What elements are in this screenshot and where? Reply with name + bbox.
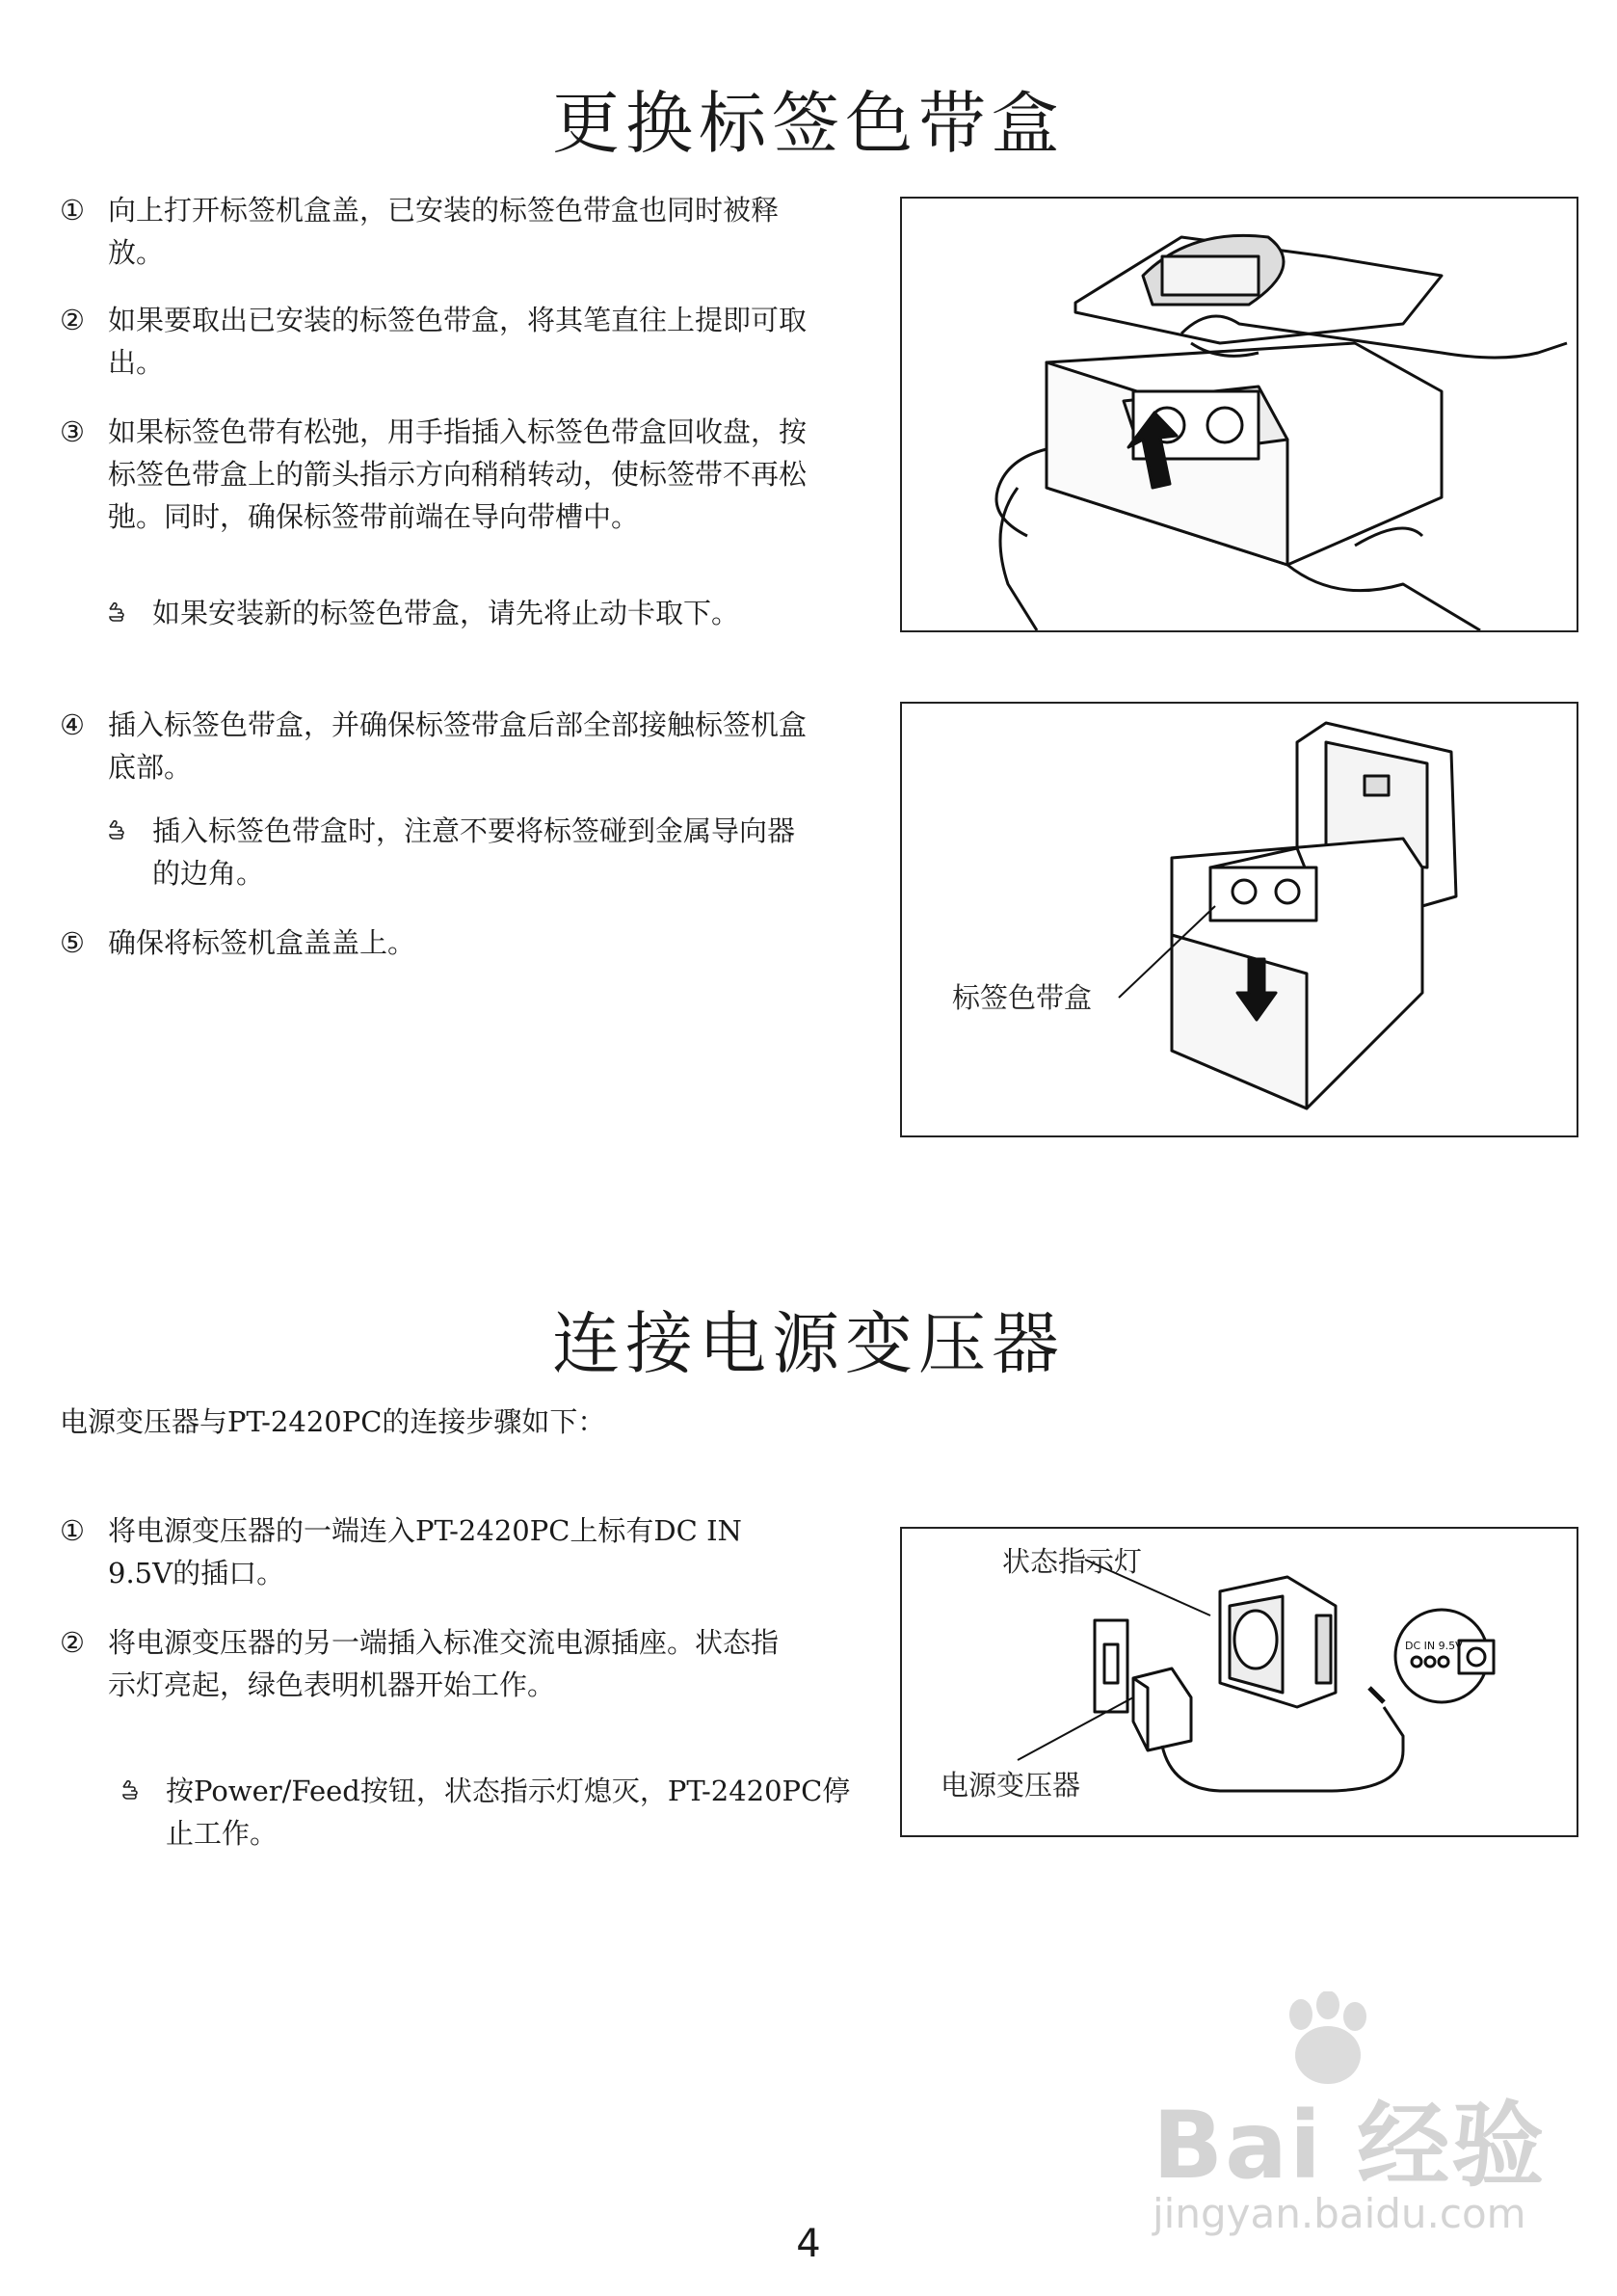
section2-title: 连接电源变压器 (552, 1304, 1065, 1383)
step-text: 向上打开标签机盒盖，已安装的标签色带盒也同时被释放。 (108, 194, 780, 269)
figure-insert-cassette (900, 702, 1578, 1137)
figure-adapter (900, 1527, 1578, 1837)
step-4 (60, 704, 811, 788)
note-2 (108, 810, 811, 894)
page-number: 4 (796, 2222, 821, 2266)
step-text: 如果标签色带有松弛，用手指插入标签色带盒回收盘，按标签色带盒上的箭头指示方向稍稍转动，使标签带不再松弛。同时，确保标签带前端在导向带槽中。 (108, 415, 808, 533)
step-number: ⑤ (60, 926, 85, 959)
label-printer-illustration (902, 199, 1577, 630)
step-text: 插入标签色带盒，并确保标签带盒后部全部接触标签机盒底部。 (108, 708, 808, 784)
watermark-url: jingyan.baidu.com (1153, 2190, 1526, 2237)
s2-note (121, 1770, 854, 1855)
pointing-hand-icon (121, 1777, 145, 1801)
s2-step-2 (60, 1621, 792, 1706)
section2-intro: 电源变压器与PT-2420PC的连接步骤如下： (60, 1405, 606, 1438)
step-5 (60, 921, 811, 964)
step-text: 如果要取出已安装的标签色带盒，将其笔直往上提即可取出。 (108, 304, 808, 379)
note-text: 如果安装新的标签色带盒，请先将止动卡取下。 (152, 597, 740, 629)
step-text: 将电源变压器的一端连入PT-2420PC上标有DC IN 9.5V的插口。 (108, 1514, 742, 1589)
note-text: 插入标签色带盒时，注意不要将标签碰到金属导向器的边角。 (152, 814, 796, 890)
figure-open-lid (900, 197, 1578, 632)
step-3 (60, 411, 811, 538)
step-text: 将电源变压器的另一端插入标准交流电源插座。状态指示灯亮起，绿色表明机器开始工作。 (108, 1626, 780, 1701)
step-number: ① (60, 1514, 85, 1547)
note-1 (108, 592, 802, 634)
step-number: ① (60, 194, 85, 227)
section1-title: 更换标签色带盒 (552, 84, 1065, 163)
step-number: ④ (60, 708, 85, 741)
status-light-label: 状态指示灯 (1002, 1545, 1143, 1578)
step-1 (60, 189, 811, 274)
pointing-hand-icon (108, 817, 131, 841)
step-text: 确保将标签机盒盖盖上。 (108, 926, 416, 959)
cassette-callout-label: 标签色带盒 (952, 981, 1093, 1014)
step-2 (60, 299, 811, 384)
step-number: ② (60, 1626, 85, 1659)
adapter-label: 电源变压器 (941, 1769, 1081, 1802)
pointing-hand-icon (108, 600, 131, 623)
watermark-brand: Bai 经验 (1153, 2092, 1547, 2200)
step-number: ② (60, 304, 85, 336)
dc-in-label: DC IN 9.5V (1405, 1640, 1463, 1652)
note-text: 按Power/Feed按钮，状态指示灯熄灭，PT-2420PC停止工作。 (166, 1775, 851, 1850)
cassette-insert-illustration (902, 704, 1577, 1135)
s2-step-1 (60, 1509, 792, 1594)
step-number: ③ (60, 415, 85, 448)
